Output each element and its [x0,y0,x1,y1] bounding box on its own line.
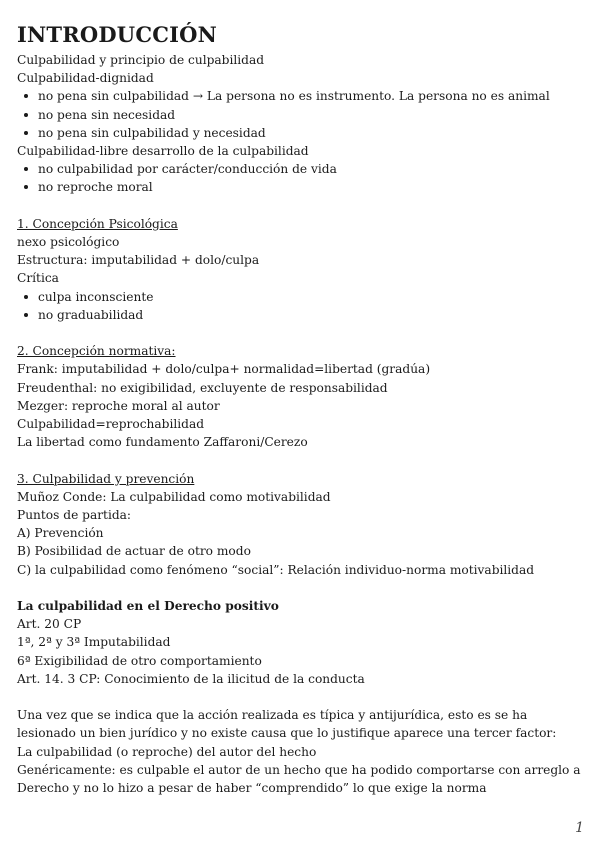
document-page [17,22,583,797]
text-line: 1ª, 2ª y 3ª Imputabilidad [17,635,171,650]
text-line: Culpabilidad=reprochabilidad [17,417,205,432]
text-line: La libertad como fundamento Zaffaroni/Cerezo [17,435,308,450]
spacer [17,451,583,469]
list-item: no pena sin necesidad [17,106,583,124]
text-line: Mezger: reproche moral al autor [17,398,220,413]
spacer [17,324,583,342]
text-line: A) Prevención [17,526,104,541]
text-line: B) Posibilidad de actuar de otro modo [17,544,251,559]
section-heading-psicologica: 1. Concepción Psicológica [17,216,178,231]
text-line: La culpabilidad (o reproche) del autor del hecho [17,744,317,759]
text-line: Estructura: imputabilidad + dolo/culpa [17,253,260,268]
text-line: Crítica [17,271,59,286]
list-item: no reproche moral [17,178,583,196]
closing-paragraph: Una vez que se indica que la acción realizada es típica y antijurídica, esto es se ha lesionado un bien jurídico y no existe causa que lo justifique aparece una tercer factor: [17,708,557,741]
intro-line-principio: Culpabilidad y principio de culpabilidad [17,53,265,67]
list-item: no graduabilidad [17,306,583,324]
bullet-list-critica [17,288,583,324]
text-line: Muñoz Conde: La culpabilidad como motivabilidad [17,489,331,504]
intro-line-libre-desarrollo: Culpabilidad-libre desarrollo de la culpabilidad [17,144,309,159]
spacer [17,197,583,215]
section-heading-derecho-positivo: La culpabilidad en el Derecho positivo [17,599,279,614]
text-line: Freudenthal: no exigibilidad, excluyente de responsabilidad [17,380,388,395]
text-line: Frank: imputabilidad + dolo/culpa+ normalidad=libertad (gradúa) [17,362,431,377]
list-item: no pena sin culpabilidad y necesidad [17,124,583,142]
list-item: no pena sin culpabilidad → La persona no es instrumento. La persona no es animal [17,87,583,105]
bullet-list-dignidad [17,87,583,142]
text-line: nexo psicológico [17,235,120,250]
text-line: 6ª Exigibilidad de otro comportamiento [17,653,262,668]
bullet-list-libre-desarrollo [17,160,583,196]
text-line: Art. 20 CP [17,617,82,632]
closing-paragraph: Genéricamente: es culpable el autor de un hecho que ha podido comportarse con arreglo a Derecho y no lo hizo a pesar de haber “comprendido” lo que exige la norma [17,762,581,796]
spacer [17,688,583,706]
intro-line-dignidad: Culpabilidad-dignidad [17,71,154,86]
text-line: Art. 14. 3 CP: Conocimiento de la ilicitud de la conducta [17,671,365,686]
list-item: culpa inconsciente [17,288,583,306]
spacer [17,579,583,597]
section-heading-normativa: 2. Concepción normativa: [17,344,176,359]
section-heading-prevencion: 3. Culpabilidad y prevención [17,471,195,486]
page-title: INTRODUCCIÓN [17,22,218,47]
page-number: 1 [575,820,584,836]
text-line: C) la culpabilidad como fenómeno “social”: Relación individuo-norma motivabilidad [17,562,535,577]
text-line: Puntos de partida: [17,508,132,523]
list-item: no culpabilidad por carácter/conducción de vida [17,160,583,178]
